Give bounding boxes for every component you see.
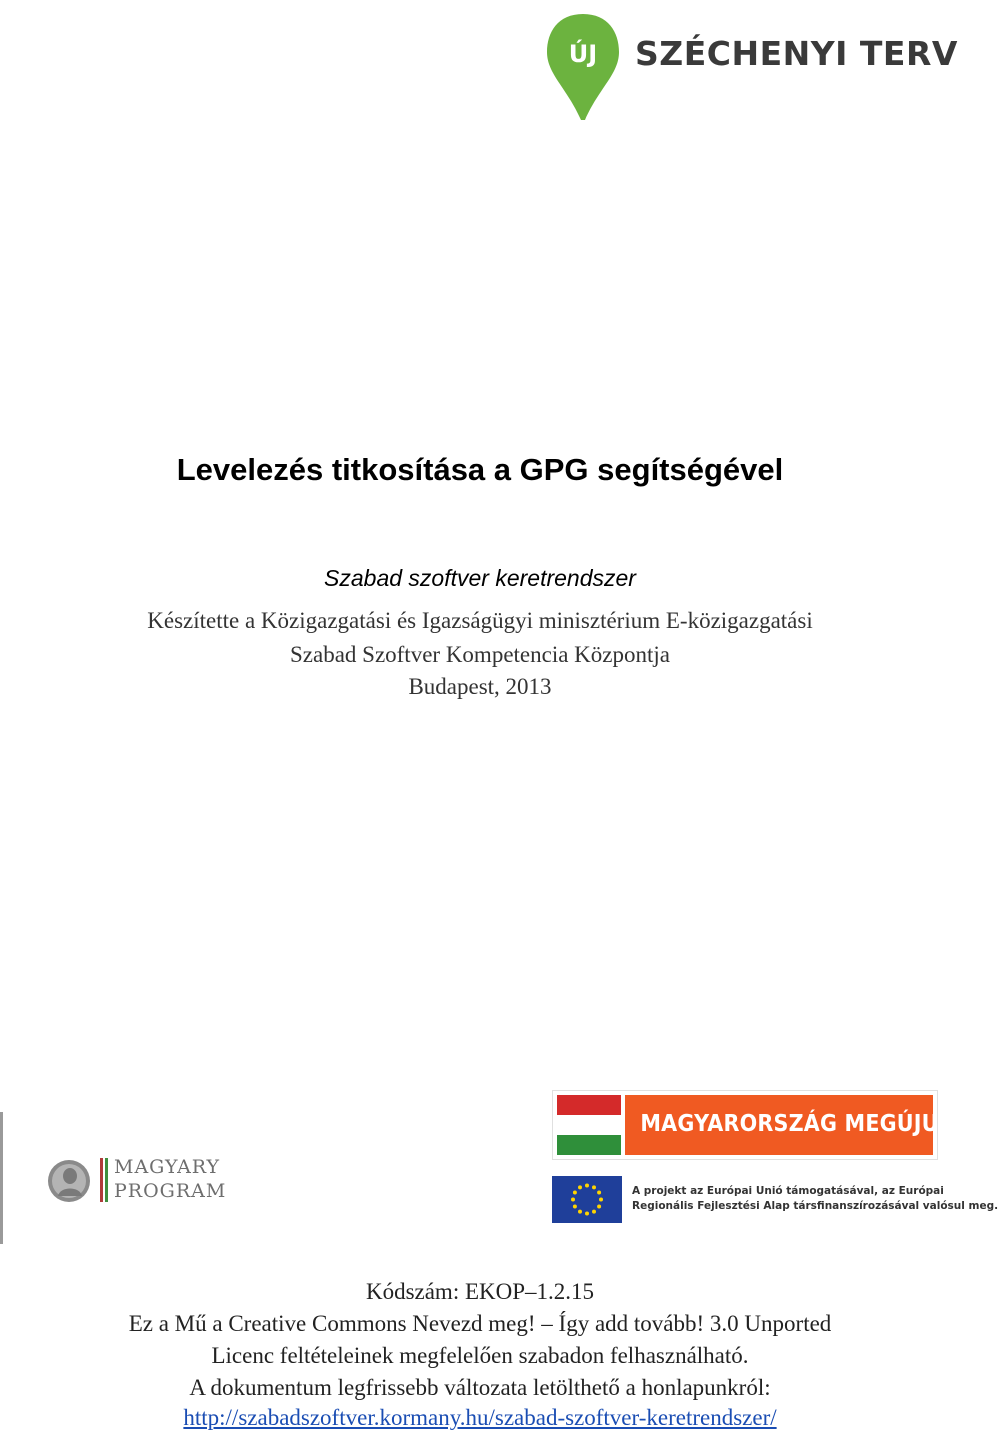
- szechenyi-terv-logo: [533, 8, 958, 128]
- portrait-medallion-icon: [46, 1158, 92, 1204]
- eu-flag-icon: [552, 1176, 622, 1223]
- magyary-line-2: PROGRAM: [114, 1180, 227, 1202]
- license-line-1: Ez a Mű a Creative Commons Nevezd meg! – Így add tovább! 3.0 Unported: [128, 1311, 832, 1336]
- magyary-program-logo: [46, 1152, 246, 1212]
- eu-text-line-1: A projekt az Európai Unió támogatásával, az Európai: [632, 1185, 944, 1197]
- download-link[interactable]: http://szabadszoftver.kormany.hu/szabad-szoftver-keretrendszer/: [183, 1405, 777, 1430]
- szechenyi-badge: ÚJ: [568, 40, 598, 68]
- project-code: Kódszám: EKOP–1.2.15: [365, 1279, 595, 1304]
- megujul-text: MAGYARORSZÁG MEGÚJUL: [640, 1111, 953, 1137]
- tricolor-bars-icon: [100, 1158, 108, 1202]
- document-title: Levelezés titkosítása a GPG segítségével: [176, 452, 784, 487]
- license-line-2: Licenc feltételeinek megfelelően szabadon felhasználható.: [211, 1343, 749, 1368]
- magyary-line-1: MAGYARY: [114, 1156, 221, 1178]
- author-line-2: Szabad Szoftver Kompetencia Központja: [289, 642, 670, 667]
- place-date: Budapest, 2013: [408, 674, 552, 699]
- szechenyi-name: SZÉCHENYI TERV: [635, 34, 958, 73]
- flag-stripe-green: [557, 1135, 621, 1155]
- left-edge-bar: [0, 1112, 3, 1244]
- download-line: A dokumentum legfrissebb változata letölthető a honlapunkról:: [189, 1375, 771, 1400]
- magyarorszag-megujul-banner: [552, 1090, 953, 1160]
- megujul-orange-panel: [625, 1095, 953, 1155]
- eu-funding-text: [632, 1184, 998, 1214]
- document-subtitle: Szabad szoftver keretrendszer: [324, 565, 636, 591]
- eu-text-line-2: Regionális Fejlesztési Alap társfinanszírozásával valósul meg.: [632, 1200, 998, 1212]
- author-line-1: Készítette a Közigazgatási és Igazságügyi minisztérium E-közigazgatási: [147, 608, 813, 633]
- flag-stripe-red: [557, 1095, 621, 1115]
- flag-stripe-white: [557, 1115, 621, 1135]
- location-pin-icon: [533, 8, 633, 128]
